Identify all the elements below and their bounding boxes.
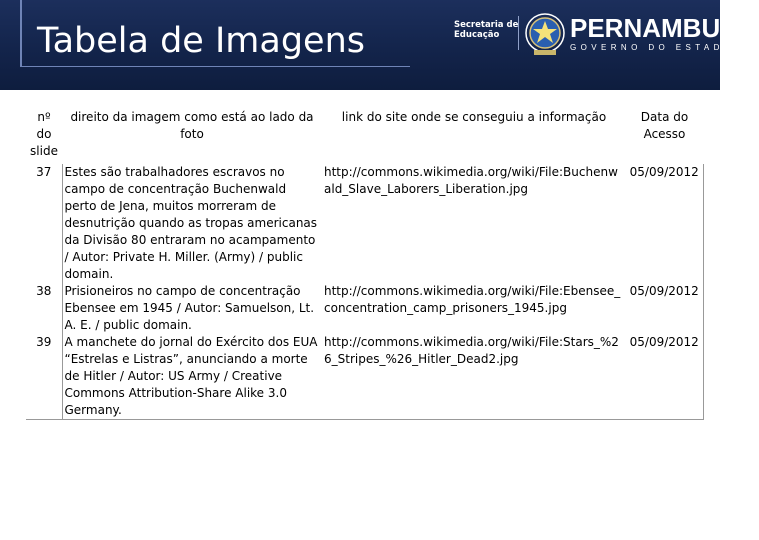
cell-image-rights: Estes são trabalhadores escravos no campo de concentração Buchenwald perto de Jena, muitos morreram de desnutrição quando as tropas americanas da Divisão 80 entraram no acampamento / Autor: Private H. Miller. (Army) / public domain. [62, 164, 322, 283]
header-slide-number: nº do slide [30, 110, 58, 158]
governo-pernambuco-logo [570, 13, 759, 54]
table-row [26, 334, 703, 420]
cell-slide-number: 39 [26, 334, 62, 420]
header-source-link: link do site onde se conseguiu a informação [341, 110, 607, 124]
cell-source-link[interactable]: http://commons.wikimedia.org/wiki/File:Buchenwald_Slave_Laborers_Liberation.jpg [324, 165, 618, 196]
table-row [26, 283, 703, 334]
images-table [26, 107, 704, 420]
cell-image-rights: Prisioneiros no campo de concentração Ebensee em 1945 / Autor: Samuelson, Lt. A. E. / public domain. [62, 283, 322, 334]
header-underline [20, 66, 410, 67]
cell-image-rights: A manchete do jornal do Exército dos EUA “Estrelas e Listras”, anunciando a morte de Hitler / Autor: US Army / Creative Commons Attribution-Share Alike 3.0 Germany. [62, 334, 322, 420]
governo-logo-name: PERNAMBUCO [570, 13, 759, 43]
header-access-date: Data do Acesso [640, 110, 689, 141]
slide-header [0, 0, 759, 90]
governo-logo-subtitle: GOVERNO DO ESTADO [570, 43, 735, 52]
coat-of-arms-icon [524, 12, 566, 58]
header-accent-line [20, 0, 22, 66]
secretaria-logo-line1: Secretaria de [454, 20, 519, 30]
table-row [26, 164, 703, 283]
secretaria-educacao-logo [454, 20, 519, 50]
header-image-rights: direito da imagem como está ao lado da foto [70, 110, 314, 141]
secretaria-logo-line2: Educação [454, 30, 500, 40]
cell-source-link[interactable]: http://commons.wikimedia.org/wiki/File:Ebensee_concentration_camp_prisoners_1945.jpg [324, 284, 621, 315]
cell-slide-number: 38 [36, 284, 52, 298]
slide-title: Tabela de Imagens [37, 21, 365, 61]
table-header-row [26, 107, 703, 164]
cell-source-link[interactable]: http://commons.wikimedia.org/wiki/File:Stars_%26_Stripes_%26_Hitler_Dead2.jpg [322, 334, 626, 420]
cell-access-date: 05/09/2012 [626, 283, 703, 334]
cell-slide-number: 37 [36, 165, 52, 179]
cell-access-date: 05/09/2012 [626, 334, 703, 420]
logo-divider [518, 16, 519, 50]
cell-access-date: 05/09/2012 [626, 164, 703, 283]
